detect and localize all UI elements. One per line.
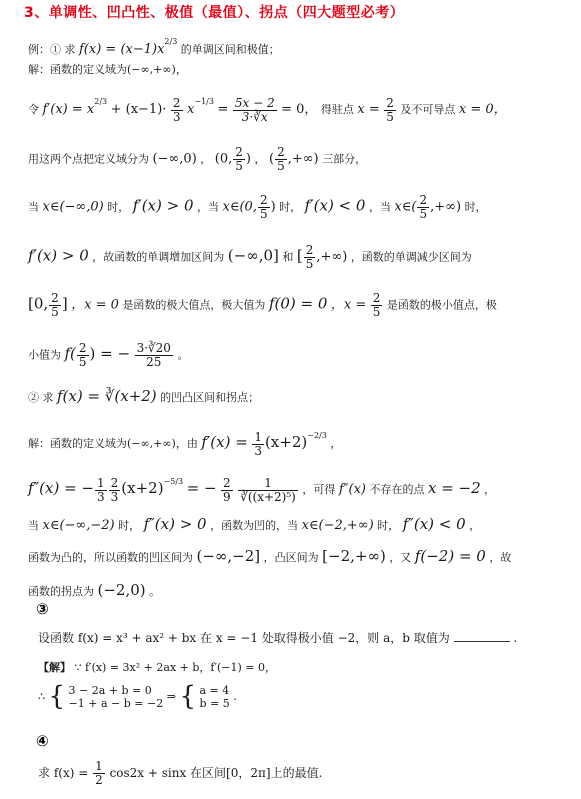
section-header: 3、单调性、凹凸性、极值（最值）、拐点（四大题型必考） (24, 5, 405, 21)
c2-t: 时， (377, 519, 400, 532)
max-text: 是函数的极大值点，极大值为 (122, 298, 266, 312)
ex4-q-rest: cos2x + sinx 在区间[0，2π]上的最值. (109, 766, 323, 780)
infl-text: 函数的拐点为 (28, 585, 94, 598)
ex3-question (38, 630, 517, 646)
ex1-derivative-line: 令 $f'(x) = x^{2/3} + (x-1)\cdot$ $\frac{2}{3}$ $x^{-1/3}$ = $\frac{5x - 2}{3\cdot∛x}$ = 0， 得驻点 x = $\frac{2}{5}$ 及不可导点 x = 0， (28, 95, 507, 124)
ex2-d2-end: ， (484, 483, 496, 496)
minval-eq: ) = − (89, 344, 131, 363)
concl-text4: ，故 (489, 551, 512, 564)
ex2-d2: f″(x) = − (28, 479, 94, 497)
case3-close: ,+∞) (430, 199, 462, 215)
ex2-q-suffix: 的凹凸区间和拐点； (160, 391, 260, 404)
ex3-q: 设函数 f(x) = x³ + ax² + bx 在 x = −1 处取得极小值 −2，则 a，b 取值为 (38, 631, 450, 645)
ex2-inflection (28, 582, 160, 600)
case3-pre: ，当 (368, 200, 391, 214)
minval-frac: $\frac{2}{5}$ (78, 341, 87, 369)
dec-open: [0, (28, 294, 49, 313)
case1-d: f′(x) > 0 (132, 196, 194, 215)
c2-end: ， (469, 519, 481, 532)
deriv-expr: f′(x) = x (42, 102, 95, 117)
min-text: 是函数的极小值点，极 (386, 298, 497, 312)
left-brace-icon-2: { (179, 681, 196, 712)
split-int3-frac: $\frac{2}{5}$ (277, 145, 285, 173)
split-suffix: 三部分， (322, 152, 367, 166)
ex1-q-prefix: 例：① 求 (28, 43, 76, 56)
ex3-res-end: . (233, 690, 237, 703)
ex2-d2-frac2: $\frac{2}{3}$ (110, 475, 119, 504)
mono-text1: ，故函数的单调增加区间为 (92, 250, 225, 264)
ex3-system (38, 681, 237, 712)
stationary-x: x = (357, 102, 380, 117)
ex2-d2-frac3: $\frac{2}{9}$ (223, 475, 231, 504)
dec-frac: $\frac{2}{5}$ (51, 291, 59, 319)
case2-pre: ，当 (197, 200, 220, 214)
deriv-mid: + (x−1)· (110, 102, 167, 117)
answer-blank (454, 631, 510, 642)
ex3-eq2: −1 + a − b = −2 (68, 697, 164, 710)
case2-close: ) (270, 199, 276, 215)
implies-arrow: ⇒ (166, 690, 176, 703)
deriv-zero: = 0， (281, 102, 318, 117)
ex1-minval-line (28, 342, 188, 369)
convex-interval: [−2,+∞) (322, 547, 386, 565)
ex2-d2-rest: (x+2) (121, 479, 164, 497)
ex3-res2: b = 5 (199, 697, 230, 710)
ex2-d2-pt: x = −2 (427, 479, 481, 497)
split-int2-close: ) (245, 151, 251, 167)
ex2-d1-rest: (x+2) (264, 433, 308, 451)
deriv-result-frac: $\frac{5x - 2}{3\cdot∛x}$ (234, 95, 275, 124)
ex2-sol-prefix: 解：函数的定义域为(−∞,+∞)，由 (28, 437, 198, 450)
ex4-number: ④ (36, 732, 49, 750)
ex2-q-prefix: ② 求 (28, 391, 54, 404)
c1-t: 时， (118, 519, 141, 532)
ex1-question (28, 34, 280, 58)
ex3-sol: ∵ f′(x) = 3x² + 2ax + b，f′(−1) = 0， (74, 661, 276, 674)
ex1-q-suffix: 的单调区间和极值； (180, 43, 280, 56)
ex1-solution-domain: 解：函数的定义域为(−∞,+∞)， (28, 63, 187, 76)
stationary-frac: $\frac{2}{5}$ (386, 95, 394, 124)
split-sep1: ， (200, 152, 212, 166)
ex3-q-end: . (513, 631, 518, 645)
deriv-frac: $\frac{2}{3}$ (172, 95, 181, 124)
minval-text: 小值为 (28, 348, 61, 362)
ex1-cases-line (28, 194, 487, 221)
minval-f: f( (64, 344, 76, 363)
case3-x: x∈( (394, 199, 417, 215)
split-sep2: ， (254, 152, 266, 166)
ex3-results (199, 684, 229, 710)
left-brace-icon: { (48, 681, 66, 712)
split-int3-close: ,+∞) (287, 151, 319, 167)
therefore: ∴ (38, 690, 45, 703)
infl-end: 。 (149, 585, 161, 598)
min-x: ，x = (330, 297, 367, 313)
split-int2: (0, (214, 151, 233, 167)
fval: f(−2) = 0 (414, 547, 486, 565)
ex2-d2-text2: 不存在的点 (369, 483, 425, 496)
mono-inc2-frac: $\frac{2}{5}$ (305, 243, 314, 271)
mono-d: f′(x) > 0 (28, 246, 89, 265)
case3-frac: $\frac{2}{5}$ (419, 193, 428, 221)
ex3-equations (69, 684, 164, 710)
concl-text3: ，又 (389, 551, 412, 564)
ex2-second-derivative (28, 474, 495, 504)
concl-text2: ，凸区间为 (263, 551, 319, 564)
case2-frac: $\frac{2}{5}$ (259, 193, 268, 221)
case1-t: 时， (107, 200, 130, 214)
nondiff-text: 及不可导点 (400, 103, 456, 116)
min-frac: $\frac{2}{5}$ (372, 291, 381, 319)
ex2-first-derivative (28, 428, 341, 458)
split-int2-frac: $\frac{2}{5}$ (235, 145, 243, 173)
deriv-x: x (187, 102, 195, 117)
ex1-q-exp: 2/3 (164, 37, 178, 46)
ex2-d2-f: f″(x) (338, 482, 366, 497)
ex2-d2-frac1: $\frac{1}{3}$ (97, 475, 105, 504)
c1-d: f″(x) > 0 (143, 515, 207, 533)
ex2-d2-exp: −5/3 (163, 477, 184, 486)
ex4-q-prefix: 求 f(x) = (38, 766, 89, 780)
deriv-eq: = (217, 102, 229, 117)
c1-x: x∈(−∞,−2) (42, 518, 115, 533)
nondiff-x: x = 0， (458, 102, 507, 117)
max-x: ，x = 0 (71, 297, 119, 313)
ex3-number: ③ (36, 600, 49, 618)
concl-text1: 函数为凸的，所以函数的凹区间为 (28, 551, 193, 564)
ex2-question (28, 388, 259, 406)
mono-text2: ，函数的单调减少区间为 (350, 250, 472, 264)
minval-result-frac: $\frac{3\cdot∛20}{25}$ (136, 341, 171, 369)
minval-end: 。 (177, 348, 189, 362)
ex3-res1: a = 4 (199, 684, 230, 697)
concave-interval: (−∞,−2] (196, 547, 261, 565)
infl-point: (−2,0) (97, 581, 146, 599)
ex2-d1-exp: −2/3 (307, 431, 327, 440)
ex2-d1-end: ， (330, 437, 342, 450)
ex2-q-func: f(x) = ∛(x+2) (57, 387, 157, 405)
mono-inc2-open: [ (296, 246, 303, 265)
mono-inc2-close: ,+∞) (316, 249, 348, 265)
split-text: 用这两个点把定义域分为 (28, 152, 149, 166)
deriv-exp2: −1/3 (194, 97, 214, 106)
ex3-sol-label: 【解】 (38, 661, 71, 674)
ex2-conclusion (28, 548, 511, 566)
deriv-prefix: 令 (28, 103, 39, 116)
ex1-monotonic-line (28, 244, 472, 271)
case3-t: 时， (464, 200, 487, 214)
stationary-text: 得驻点 (320, 103, 354, 116)
ex3-solution (38, 660, 276, 676)
split-int1: (−∞,0) (152, 151, 197, 167)
ex1-extremum-line (28, 292, 497, 319)
ex2-d2-eq: = − (186, 479, 217, 497)
ex2-concavity-cases (28, 516, 480, 534)
ex4-frac: $\frac{1}{2}$ (95, 759, 103, 787)
ex1-q-func: f(x) = (x−1)x (79, 42, 165, 57)
c1-pre: 当 (28, 519, 39, 532)
case2-d: f′(x) < 0 (304, 196, 366, 215)
max-val: f(0) = 0 (268, 294, 328, 313)
split-int3: ( (268, 151, 275, 167)
mono-inc: (−∞,0] (227, 246, 279, 265)
ex2-d2-text: ，可得 (302, 483, 336, 496)
dec-close: ] (61, 294, 68, 313)
mono-and: 和 (282, 250, 294, 264)
case2-t: 时， (279, 200, 302, 214)
ex3-eq1: 3 − 2a + b = 0 (68, 684, 152, 697)
case1-x: x∈(−∞,0) (42, 199, 104, 215)
ex2-d1: f′(x) = (201, 433, 248, 451)
c2-x: x∈(−2,+∞) (301, 518, 374, 533)
ex2-d2-frac4: $\frac{1}{\text{∛((x+2)⁵)}}$ (240, 475, 296, 504)
ex2-d1-frac: $\frac{1}{3}$ (254, 429, 262, 458)
case1-pre: 当 (28, 200, 39, 214)
ex4-question (38, 760, 322, 787)
c2-d: f″(x) < 0 (402, 515, 466, 533)
case2-x: x∈(0, (222, 199, 257, 215)
ex1-split-line (28, 146, 366, 173)
c1-text: ，函数为凹的，当 (210, 519, 299, 532)
